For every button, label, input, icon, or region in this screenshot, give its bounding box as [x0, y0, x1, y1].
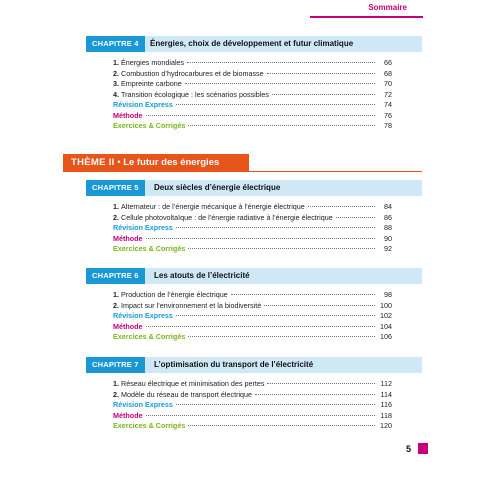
chapter-4: [86, 36, 422, 132]
toc-entry-methode[interactable]: Méthode 76: [113, 110, 392, 120]
toc-entry-exercices[interactable]: Exercices & Corrigés 78: [113, 121, 392, 130]
chapter-title[interactable]: Les atouts de l’électricité: [154, 271, 250, 280]
toc-entry-revision[interactable]: Révision Express 88: [113, 223, 392, 232]
toc-entry[interactable]: 1. Production de l’énergie électrique 98: [113, 290, 392, 299]
toc-entry[interactable]: 2. Cellule photovoltaïque : de l’énergie radiative à l’énergie électrique 86: [113, 212, 392, 222]
chapter-entries: [113, 58, 392, 132]
chapter-header: [86, 180, 422, 196]
chapter-5: [86, 180, 422, 255]
page-marker: [418, 443, 428, 454]
theme-banner: [63, 154, 249, 172]
toc-entry-revision[interactable]: Révision Express 102: [113, 311, 392, 320]
section-title: Sommaire: [368, 3, 407, 12]
chapter-header: [86, 268, 422, 284]
chapter-label: CHAPITRE 5: [86, 180, 145, 196]
toc-entry[interactable]: 2. Impact sur l’environnement et la biodiversité 100: [113, 300, 392, 310]
toc-entry[interactable]: 3. Empreinte carbone 70: [113, 79, 392, 88]
chapter-title[interactable]: Deux siècles d’énergie électrique: [154, 183, 281, 192]
section-tab: [310, 0, 423, 18]
toc-entry[interactable]: 2. Combustion d’hydrocarbures et de biomasse 68: [113, 68, 392, 78]
chapter-label: CHAPITRE 4: [86, 36, 145, 52]
theme-separator: •: [114, 157, 124, 168]
theme-title: Le futur des énergies: [123, 157, 220, 168]
toc-entry[interactable]: 1. Réseau électrique et minimisation des pertes 112: [113, 379, 392, 388]
chapter-header: [86, 36, 422, 52]
chapter-title[interactable]: L’optimisation du transport de l’électricité: [154, 360, 314, 369]
toc-entry[interactable]: 1. Énergies mondiales 66: [113, 58, 392, 67]
chapter-6: [86, 268, 422, 343]
toc-entry-revision[interactable]: Révision Express 116: [113, 400, 392, 409]
chapter-entries: [113, 290, 392, 343]
chapter-label: CHAPITRE 6: [86, 268, 145, 284]
toc-entry-exercices[interactable]: Exercices & Corrigés 92: [113, 244, 392, 253]
theme-label: THÈME II: [71, 157, 115, 168]
toc-entry-exercices[interactable]: Exercices & Corrigés 120: [113, 421, 392, 430]
toc-entry-methode[interactable]: Méthode 118: [113, 410, 392, 420]
chapter-7: [86, 357, 422, 432]
toc-entry-methode[interactable]: Méthode 104: [113, 321, 392, 331]
page-number: 5: [406, 444, 412, 454]
chapter-entries: [113, 202, 392, 255]
chapter-label: CHAPITRE 7: [86, 357, 145, 373]
chapter-header: [86, 357, 422, 373]
chapter-entries: [113, 379, 392, 432]
toc-entry-exercices[interactable]: Exercices & Corrigés 106: [113, 332, 392, 341]
toc-entry-revision[interactable]: Révision Express 74: [113, 100, 392, 109]
toc-entry[interactable]: 1. Alternateur : de l’énergie mécanique à l’énergie électrique 84: [113, 202, 392, 211]
chapter-title[interactable]: Énergies, choix de développement et futur climatique: [150, 39, 354, 48]
toc-entry-methode[interactable]: Méthode 90: [113, 233, 392, 243]
theme-rule: [249, 171, 422, 172]
toc-entry[interactable]: 2. Modèle du réseau de transport électrique 114: [113, 389, 392, 399]
toc-entry[interactable]: 4. Transition écologique : les scénarios possibles 72: [113, 89, 392, 99]
